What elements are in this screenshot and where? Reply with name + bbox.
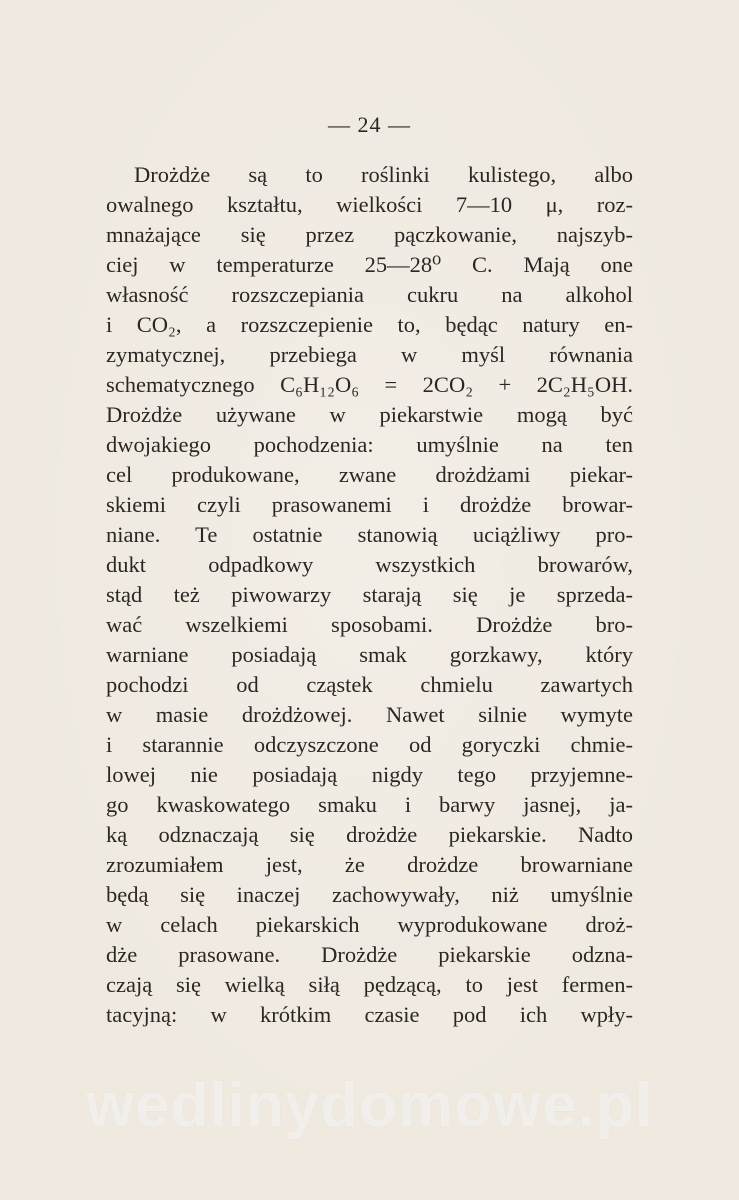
text-line: cel produkowane, zwane drożdżami piekar- bbox=[106, 462, 633, 487]
text-line: warniane posiadają smak gorzkawy, który bbox=[106, 642, 633, 667]
text-line: i CO₂, a rozszczepienie to, będąc natury en- bbox=[106, 312, 633, 337]
text-line: Drożdże są to roślinki kulistego, albo bbox=[134, 162, 633, 187]
text-line: Drożdże używane w piekarstwie mogą być bbox=[106, 402, 633, 427]
text-line: dwojakiego pochodzenia: umyślnie na ten bbox=[106, 432, 633, 457]
text-line: stąd też piwowarzy starają się je sprzeda- bbox=[106, 582, 633, 607]
text-line: zymatycznej, przebiega w myśl równania bbox=[106, 342, 633, 367]
text-line: zrozumiałem jest, że drożdze browarniane bbox=[106, 852, 633, 877]
watermark: wedlinydomowe.pl bbox=[85, 1071, 654, 1140]
page-number: — 24 — bbox=[328, 112, 411, 137]
text-line: go kwaskowatego smaku i barwy jasnej, ja- bbox=[106, 792, 633, 817]
text-line: schematycznego C₆H₁₂O₆ = 2CO₂ + 2C₂H₅OH. bbox=[106, 372, 633, 397]
text-line: lowej nie posiadają nigdy tego przyjemne- bbox=[106, 762, 633, 787]
body-text bbox=[106, 160, 633, 1030]
text-line: wać wszelkiemi sposobami. Drożdże bro- bbox=[106, 612, 633, 637]
text-line: dże prasowane. Drożdże piekarskie odzna- bbox=[106, 942, 633, 967]
text-line: w celach piekarskich wyprodukowane droż- bbox=[106, 912, 633, 937]
text-line: niane. Te ostatnie stanowią uciążliwy pro- bbox=[106, 522, 633, 547]
text-line: ciej w temperaturze 25—28⁰ C. Mają one bbox=[106, 252, 633, 277]
text-line: skiemi czyli prasowanemi i drożdże browar- bbox=[106, 492, 633, 517]
text-line: własność rozszczepiania cukru na alkohol bbox=[106, 282, 633, 307]
text-line: ką odznaczają się drożdże piekarskie. Nadto bbox=[106, 822, 633, 847]
text-line: pochodzi od cząstek chmielu zawartych bbox=[106, 672, 633, 697]
text-line: czają się wielką siłą pędzącą, to jest fermen- bbox=[106, 972, 633, 997]
text-line: owalnego kształtu, wielkości 7—10 μ, roz- bbox=[106, 192, 633, 217]
text-line: dukt odpadkowy wszystkich browarów, bbox=[106, 552, 633, 577]
text-line: i starannie odczyszczone od goryczki chmie- bbox=[106, 732, 633, 757]
text-line: tacyjną: w krótkim czasie pod ich wpły- bbox=[106, 1002, 633, 1027]
text-line: w masie drożdżowej. Nawet silnie wymyte bbox=[106, 702, 633, 727]
text-line: będą się inaczej zachowywały, niż umyślnie bbox=[106, 882, 633, 907]
text-line: mnażające się przez pączkowanie, najszyb- bbox=[106, 222, 633, 247]
